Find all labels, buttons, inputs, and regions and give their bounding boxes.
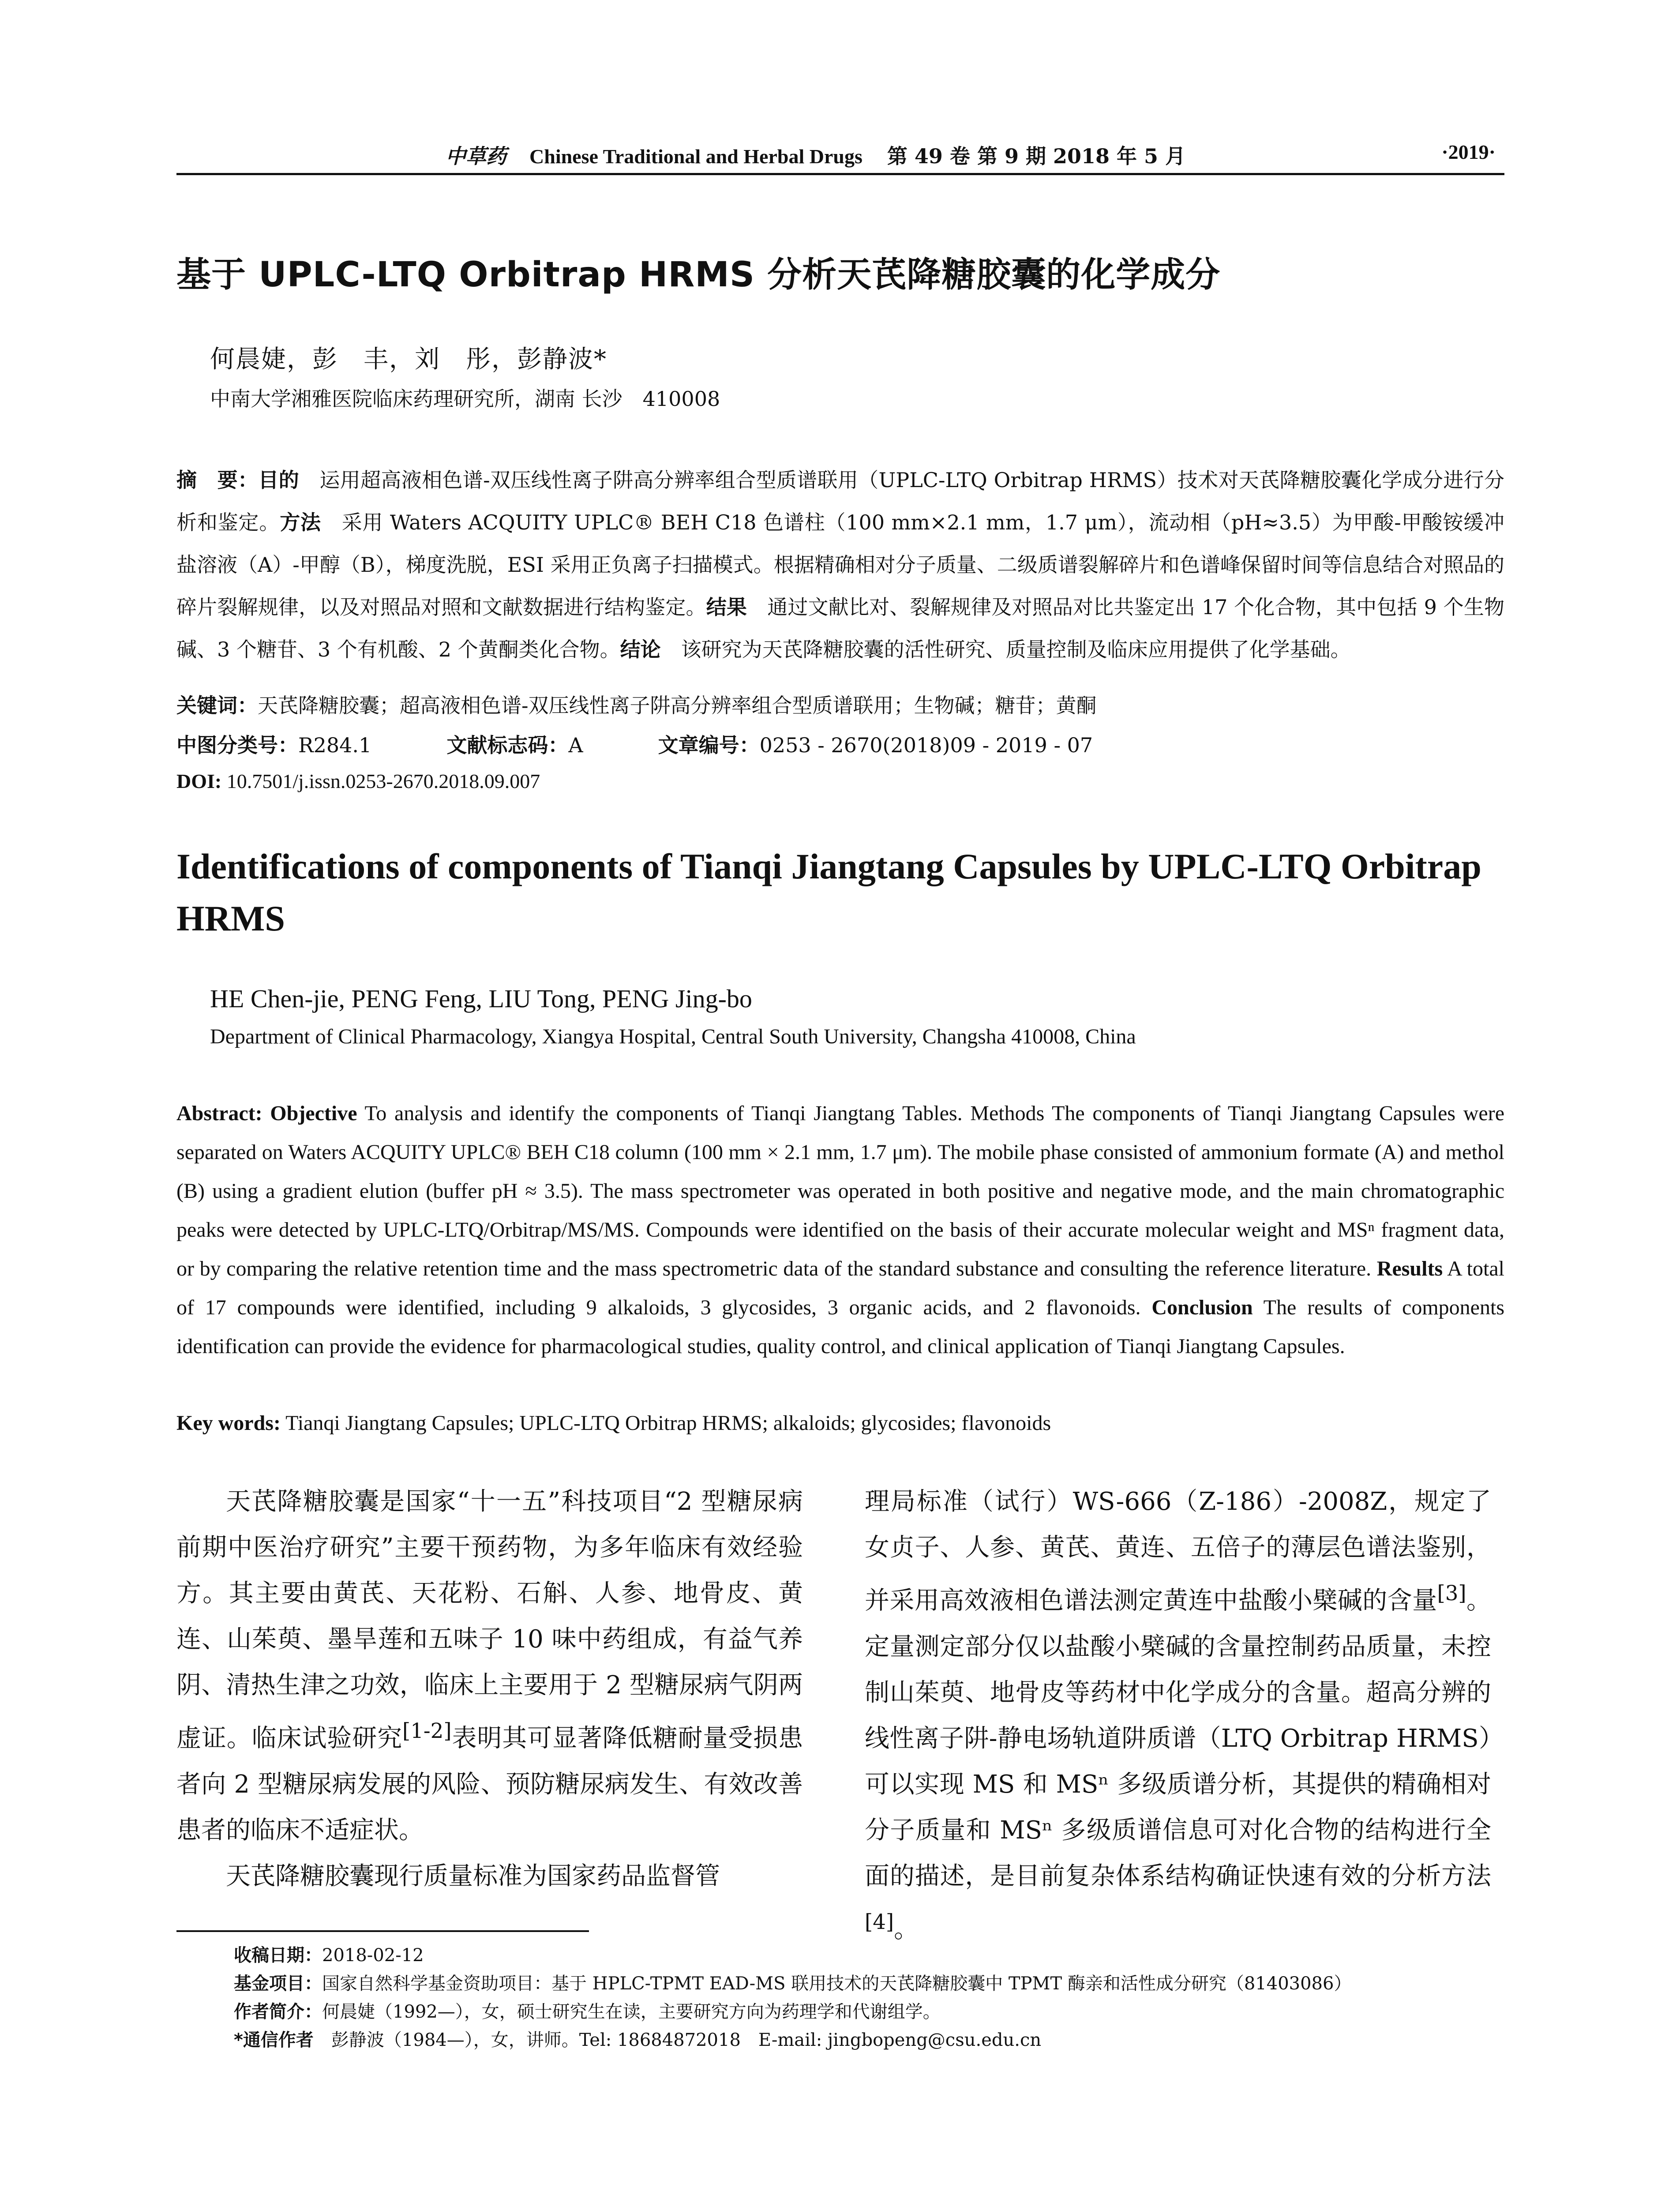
body-text: 天芪降糖胶囊现行质量标准为国家药品监督管 [226,1861,720,1891]
title-chinese: 基于 UPLC-LTQ Orbitrap HRMS 分析天芪降糖胶囊的化学成分 [176,255,1221,295]
citation-ref[interactable]: [1-2] [402,1719,452,1743]
footnote-value: 何晨婕（1992—），女，硕士研究生在读，主要研究方向为药理学和代谢组学。 [322,2002,941,2022]
article-number-label: 文章编号： [658,733,760,757]
affiliation-chinese: 中南大学湘雅医院临床药理研究所，湖南 长沙 410008 [210,387,720,411]
footnote-label: *通信作者 [234,2030,314,2050]
body-paragraph [865,1479,1491,1952]
footnotes [234,1941,1504,2054]
body-text: 。定量测定部分仅以盐酸小檗碱的含量控制药品质量，未控制山茱萸、地骨皮等药材中化学成分的含量。超高分辨的线性离子阱-静电场轨道阱质谱（LTQ Orbitrap HRMS）可以实现 MS 和 MSⁿ 多级质谱分析，其提供的精确相对分子质量和 MSⁿ 多级质谱信息可对化合物的结构进行全面的描述，是目前复杂体系结构确证快速有效的分析方法 [865,1586,1492,1891]
keywords-value: 天芪降糖胶囊；超高液相色谱-双压线性离子阱高分辨率组合型质谱联用；生物碱；糖苷；黄酮 [258,694,1097,717]
citation-ref[interactable]: [4] [865,1910,894,1934]
classification-line [176,729,1093,758]
body-text: 理局标准（试行）WS-666（Z-186）-2008Z，规定了女贞子、人参、黄芪、黄连、五倍子的薄层色谱法鉴别，并采用高效液相色谱法测定黄连中盐酸小檗碱的含量 [865,1487,1491,1615]
title-english: Identifications of components of Tianqi Jiangtang Capsules by UPLC-LTQ Orbitrap HRMS [176,846,1481,938]
body-column-left [176,1479,803,1899]
body-paragraph [176,1479,803,1853]
journal-citation [446,140,1185,169]
results-text: 通过文献比对、裂解规律及对照品对比共鉴定出 17 个化合物，其中包括 9 个生物碱、3 个糖苷、3 个有机酸、2 个黄酮类化合物。 [176,595,1505,661]
body-text: 表明其可显著降低糖耐量受损患者向 2 型糖尿病发展的风险、预防糖尿病发生、有效改善患者的临床不适症状。 [176,1724,803,1845]
footnote-fund [234,1970,1504,1998]
abstract-en-label: Abstract: [176,1102,270,1125]
keywords-english [176,1411,1504,1435]
method-label: 方法 [280,510,321,534]
abstract-chinese [176,459,1504,671]
results-label: 结果 [706,595,747,619]
page-number: ·2019· [1441,141,1496,163]
footnote-rule [176,1930,589,1932]
footnote-label: 基金项目： [234,1973,322,1994]
journal-logo: 中草药 [446,144,506,168]
objective-en-label: Objective [270,1102,357,1125]
doc-code-value: A [568,733,583,757]
doi-line [176,769,540,793]
keywords-en-label: Key words: [176,1411,281,1435]
clc-label: 中图分类号： [176,733,298,757]
running-header [176,140,1509,176]
results-en-text: A total of 17 compounds were identified, including 9 alkaloids, 3 glycosides, 3 organic acids, and 2 flavonoids. [176,1257,1504,1319]
footnote-received [234,1941,1504,1970]
keywords-en-value: Tianqi Jiangtang Capsules; UPLC-LTQ Orbitrap HRMS; alkaloids; glycosides; flavonoids [280,1411,1051,1435]
citation-ref[interactable]: [3] [1437,1582,1466,1606]
clc-value: R284.1 [298,733,372,757]
footnote-value: 2018-02-12 [322,1945,424,1966]
footnote-author [234,1998,1504,2026]
doc-code-label: 文献标志码： [446,733,569,757]
abstract-label: 摘 要： [176,468,259,492]
issue-info: 第 49 卷 第 9 期 2018 年 5 月 [887,144,1186,168]
article-number-value: 0253 - 2670(2018)09 - 2019 - 07 [759,733,1093,757]
affiliation-english: Department of Clinical Pharmacology, Xiangya Hospital, Central South University, Changsha 410008, China [210,1025,1136,1048]
footnote-corresponding [234,2026,1504,2054]
doi-link[interactable]: 10.7501/j.issn.0253-2670.2018.09.007 [221,770,540,792]
conclusion-label: 结论 [620,638,661,661]
conclusion-text: 该研究为天芪降糖胶囊的活性研究、质量控制及临床应用提供了化学基础。 [660,638,1351,661]
authors-chinese: 何晨婕，彭 丰，刘 彤，彭静波* [210,345,607,374]
body-paragraph [176,1853,803,1899]
objective-en-text: To analysis and identify the components of Tianqi Jiangtang Tables. Methods The components of Tianqi Jiangtang Capsules were separated on Waters ACQUITY UPLC® BEH C18 column (100 mm × 2.1 mm, 1.7 μm). The mobile phase consisted of ammonium formate (A) and methol (B) using a gradient elution (buffer pH ≈ 3.5). The mass spectrometer was operated in both positive and negative mode, and the main chromatographic peaks were detected by UPLC-LTQ/Orbitrap/MS/MS. Compounds were identified on the basis of their accurate molecular weight and MSⁿ fragment data, or by comparing the relative retention time and the mass spectrometric data of the standard substance and consulting the reference literature. [176,1102,1504,1280]
footnote-label: 收稿日期： [234,1945,322,1966]
doi-label: DOI: [176,770,222,792]
body-text: 。 [894,1915,919,1944]
footnote-label: 作者简介： [234,2002,322,2022]
body-text: 天芪降糖胶囊是国家“十一五”科技项目“2 型糖尿病前期中医治疗研究”主要干预药物，为多年临床有效经验方。其主要由黄芪、天花粉、石斛、人参、地骨皮、黄连、山茱萸、墨旱莲和五味子 10 味中药组成，有益气养阴、清热生津之功效，临床上主要用于 2 型糖尿病气阴两虚证。临床试验研究 [176,1487,803,1753]
keywords-chinese [176,690,1097,719]
conclusion-en-text: The results of components identification can provide the evidence for pharmacological studies, quality control, and clinical application of Tianqi Jiangtang Capsules. [176,1296,1504,1358]
header-rule [176,173,1504,175]
footnote-value: 彭静波（1984—），女，讲师。Tel: 18684872018 E-mail: jingbopeng@csu.edu.cn [313,2030,1042,2050]
footnote-value: 国家自然科学基金资助项目：基于 HPLC-TPMT EAD-MS 联用技术的天芪降糖胶囊中 TPMT 酶亲和活性成分研究（81403086） [322,1973,1352,1994]
authors-english: HE Chen-jie, PENG Feng, LIU Tong, PENG Jing-bo [210,984,752,1013]
keywords-label: 关键词： [176,694,258,717]
objective-text: 运用超高液相色谱-双压线性离子阱高分辨率组合型质谱联用（UPLC-LTQ Orbitrap HRMS）技术对天芪降糖胶囊化学成分进行分析和鉴定。 [176,468,1505,534]
journal-name: Chinese Traditional and Herbal Drugs [529,145,862,168]
method-text: 采用 Waters ACQUITY UPLC® BEH C18 色谱柱（100 mm×2.1 mm，1.7 μm），流动相（pH≈3.5）为甲酸-甲酸铵缓冲盐溶液（A）-甲醇（B），梯度洗脱，ESI 采用正负离子扫描模式。根据精确相对分子质量、二级质谱裂解碎片和色谱峰保留时间等信息结合对照品的碎片裂解规律，以及对照品对照和文献数据进行结构鉴定。 [176,510,1505,619]
conclusion-en-label: Conclusion [1151,1296,1253,1319]
body-column-right [865,1479,1491,1952]
results-en-label: Results [1376,1257,1443,1280]
abstract-english [176,1094,1504,1366]
objective-label: 目的 [258,468,300,492]
